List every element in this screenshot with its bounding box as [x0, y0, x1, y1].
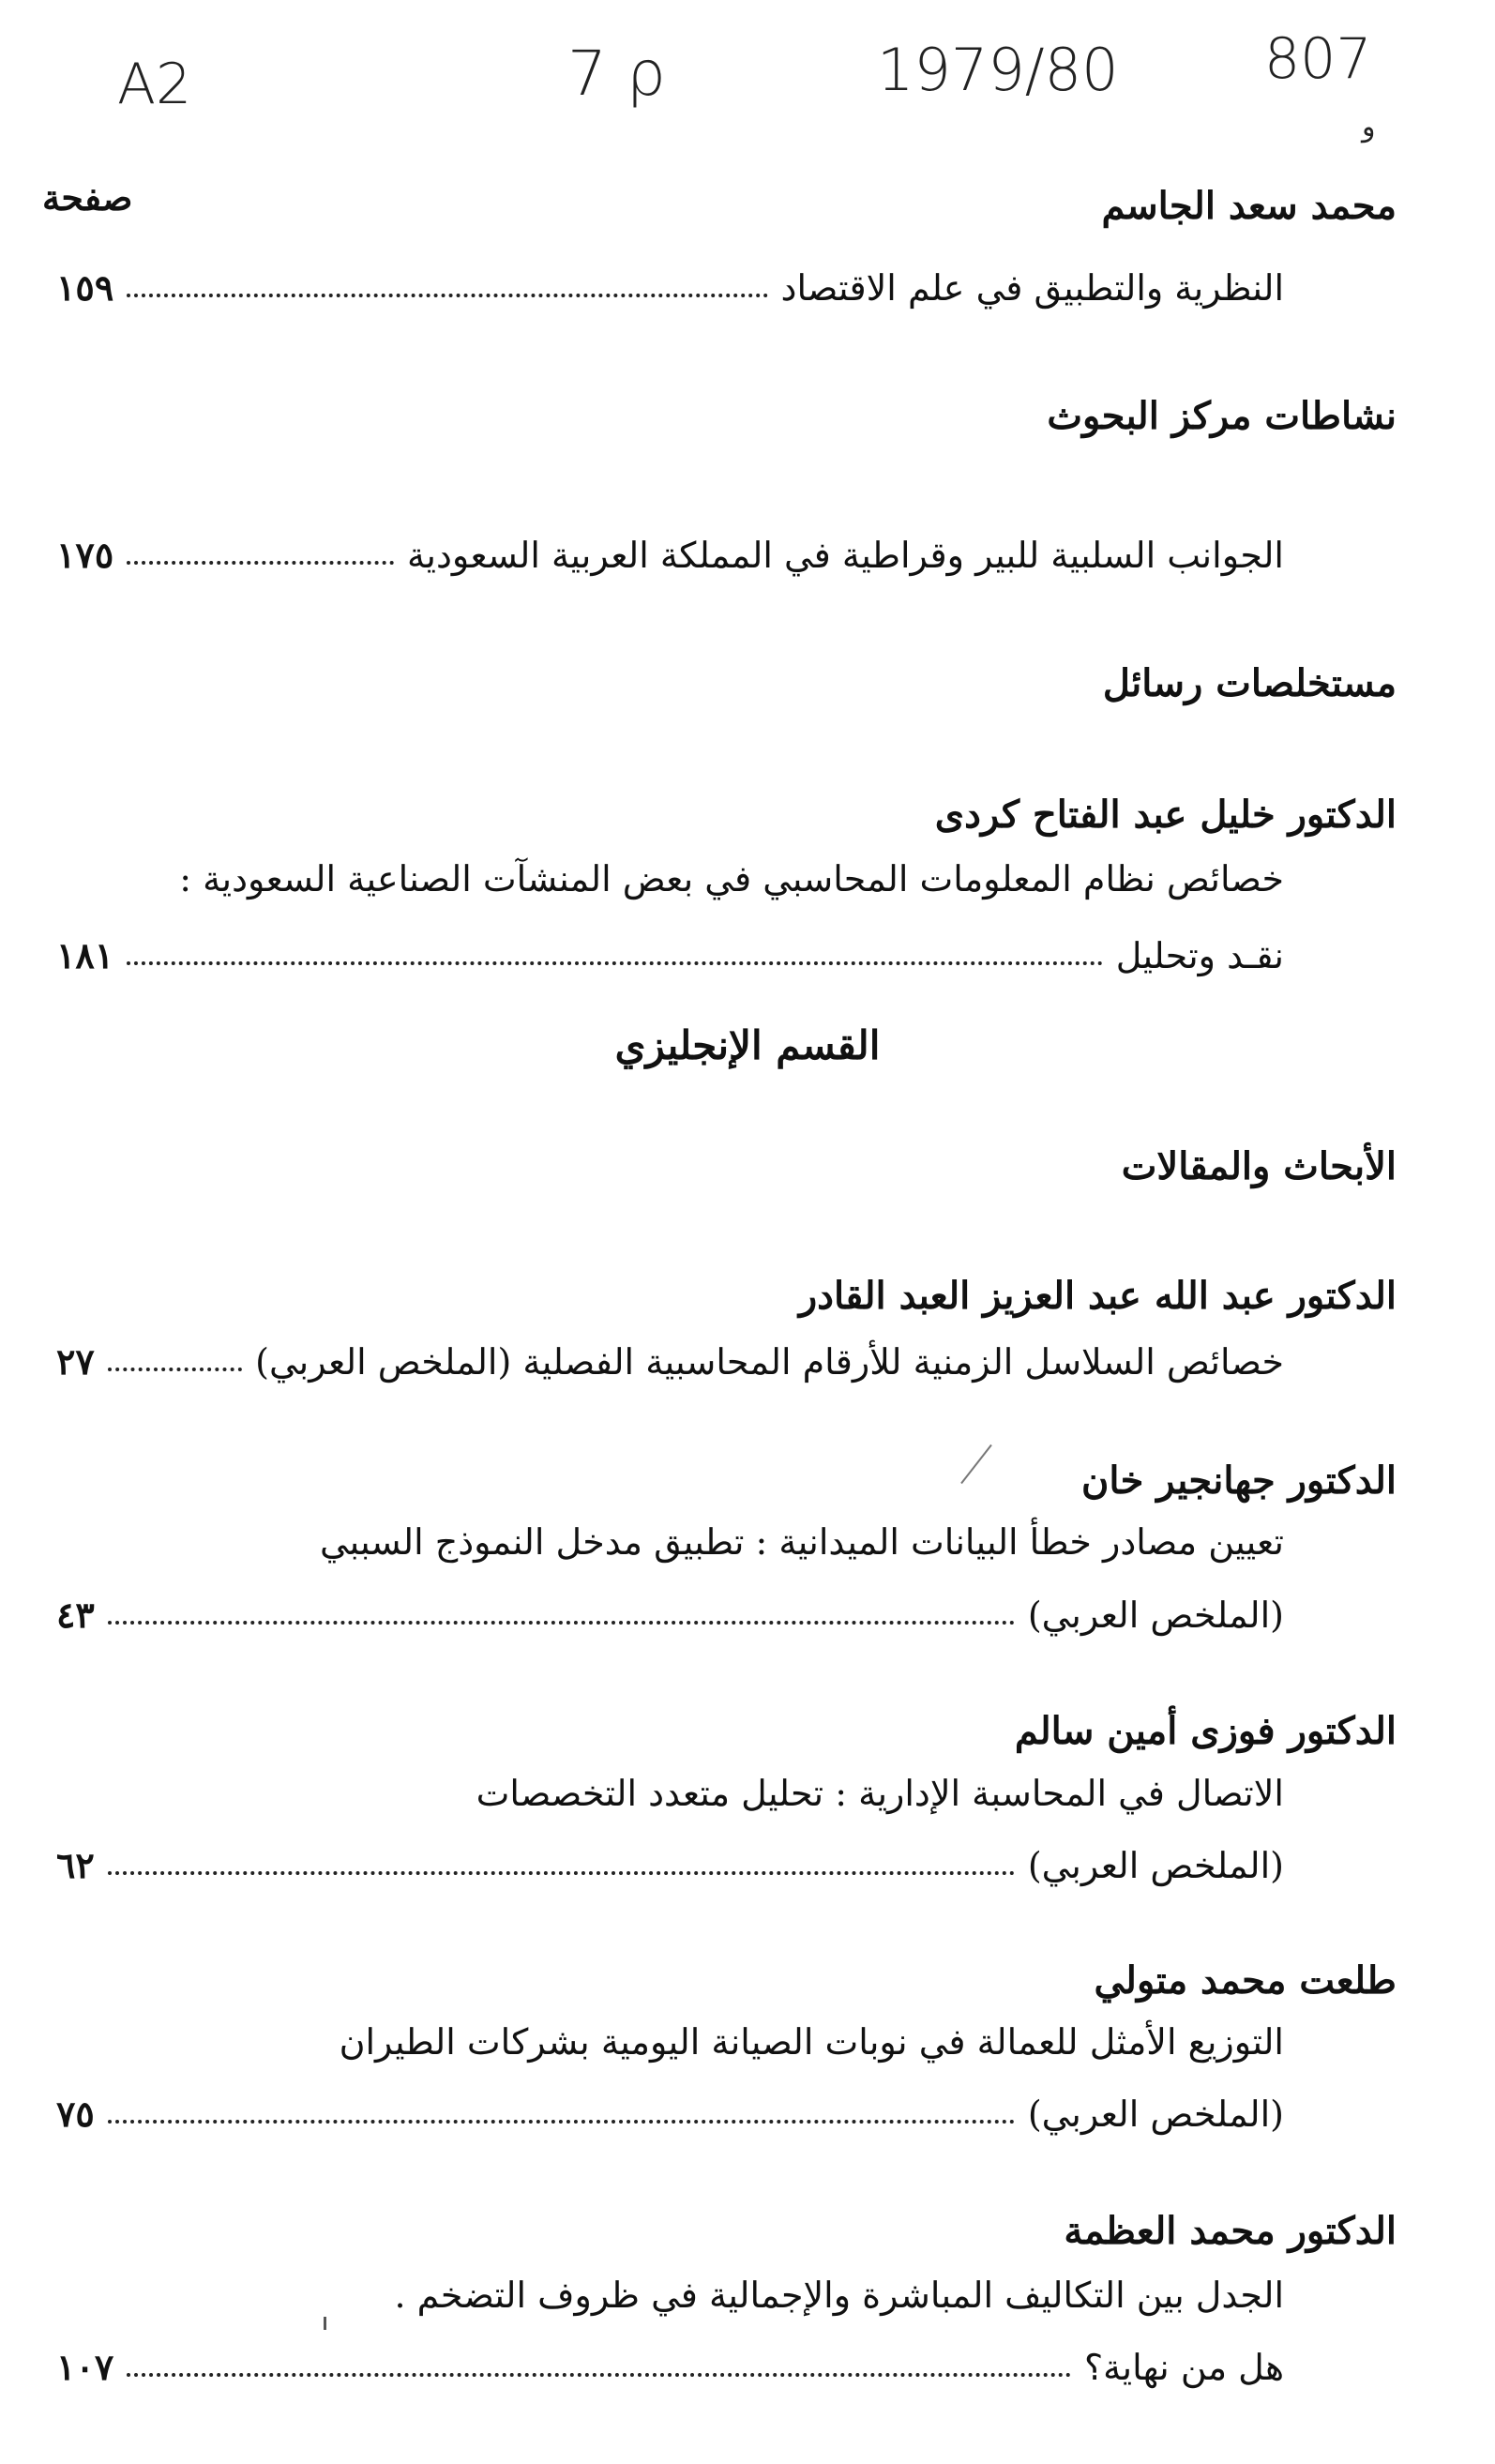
handwritten-years: 1979/80	[877, 36, 1119, 104]
handwritten-waw: و	[1362, 111, 1376, 144]
author-heading: طلعت محمد متولي	[1094, 1958, 1397, 2003]
author-heading: الدكتور خليل عبد الفتاح كردى	[934, 793, 1397, 837]
section-heading: نشاطات مركز البحوث	[1047, 394, 1397, 438]
toc-entry	[56, 1834, 1284, 1886]
section-heading: مستخلصات رسائل	[1102, 661, 1397, 705]
author-heading: محمد سعد الجاسم	[1101, 184, 1397, 228]
toc-entry	[56, 924, 1284, 976]
author-heading: الدكتور محمد العظمة	[1064, 2209, 1397, 2253]
page-number: ١٨١	[56, 934, 114, 976]
entry-title-line: التوزيع الأمثل للعمالة في نوبات الصيانة اليومية بشركات الطيران	[339, 2021, 1284, 2063]
page-column-label: صفحة	[42, 176, 133, 219]
author-heading: الدكتور فوزى أمين سالم	[1014, 1709, 1397, 1753]
page-number: ٧٥	[56, 2093, 95, 2135]
entry-title: (الملخص العربي)	[1027, 1595, 1284, 1636]
author-heading: الدكتور جهانجير خان	[1081, 1459, 1397, 1503]
page-number: ١٥٩	[56, 266, 114, 309]
entry-title-line: الجدل بين التكاليف المباشرة والإجمالية في ظروف التضخم .	[394, 2275, 1284, 2316]
handwritten-seven: 7 ρ	[567, 38, 666, 110]
toc-entry	[56, 256, 1284, 309]
page-number: ٤٣	[56, 1594, 95, 1636]
dot-leader	[108, 1368, 242, 1371]
entry-title-line: خصائص نظام المعلومات المحاسبي في بعض المنشآت الصناعية السعودية :	[179, 858, 1284, 899]
english-section-heading: القسم الإنجليزي	[614, 1022, 881, 1068]
subsection-heading: الأبحاث والمقالات	[1121, 1144, 1397, 1188]
pen-mark	[324, 2317, 326, 2330]
dot-leader	[127, 2373, 1071, 2377]
toc-entry	[56, 2082, 1284, 2135]
page-number: ٦٢	[56, 1844, 95, 1886]
handwritten-a2: A2	[117, 52, 192, 117]
dot-leader	[108, 1621, 1015, 1625]
toc-entry	[56, 1583, 1284, 1636]
entry-title: نقـد وتحليل	[1115, 935, 1284, 976]
entry-title: الجوانب السلبية للبير وقراطية في المملكة العربية السعودية	[407, 535, 1284, 576]
entry-title: (الملخص العربي)	[1027, 2094, 1284, 2135]
dot-leader	[127, 961, 1103, 965]
dot-leader	[127, 561, 394, 565]
toc-entry	[56, 1330, 1284, 1383]
entry-title-line: الاتصال في المحاسبة الإدارية : تحليل متعدد التخصصات	[476, 1773, 1284, 1814]
handwritten-number: 807	[1264, 26, 1372, 92]
author-heading: الدكتور عبد الله عبد العزيز العبد القادر	[798, 1274, 1397, 1318]
entry-title: خصائص السلاسل الزمنية للأرقام المحاسبية الفصلية (الملخص العربي)	[255, 1341, 1284, 1383]
page-number: ١٧٥	[56, 534, 114, 576]
entry-title: النظرية والتطبيق في علم الاقتصاد	[780, 267, 1284, 309]
page-number: ٢٧	[56, 1340, 95, 1383]
dot-leader	[127, 294, 767, 297]
entry-title: (الملخص العربي)	[1027, 1845, 1284, 1886]
entry-title-line: تعيين مصادر خطأ البيانات الميدانية : تطبيق مدخل النموذج السببي	[320, 1521, 1284, 1563]
pen-stroke	[960, 1444, 992, 1484]
entry-title: هل من نهاية؟	[1083, 2347, 1284, 2388]
dot-leader	[108, 1871, 1015, 1875]
toc-entry	[56, 2336, 1284, 2388]
toc-entry	[56, 523, 1284, 576]
page-number: ١٠٧	[56, 2346, 114, 2388]
dot-leader	[108, 2120, 1015, 2124]
